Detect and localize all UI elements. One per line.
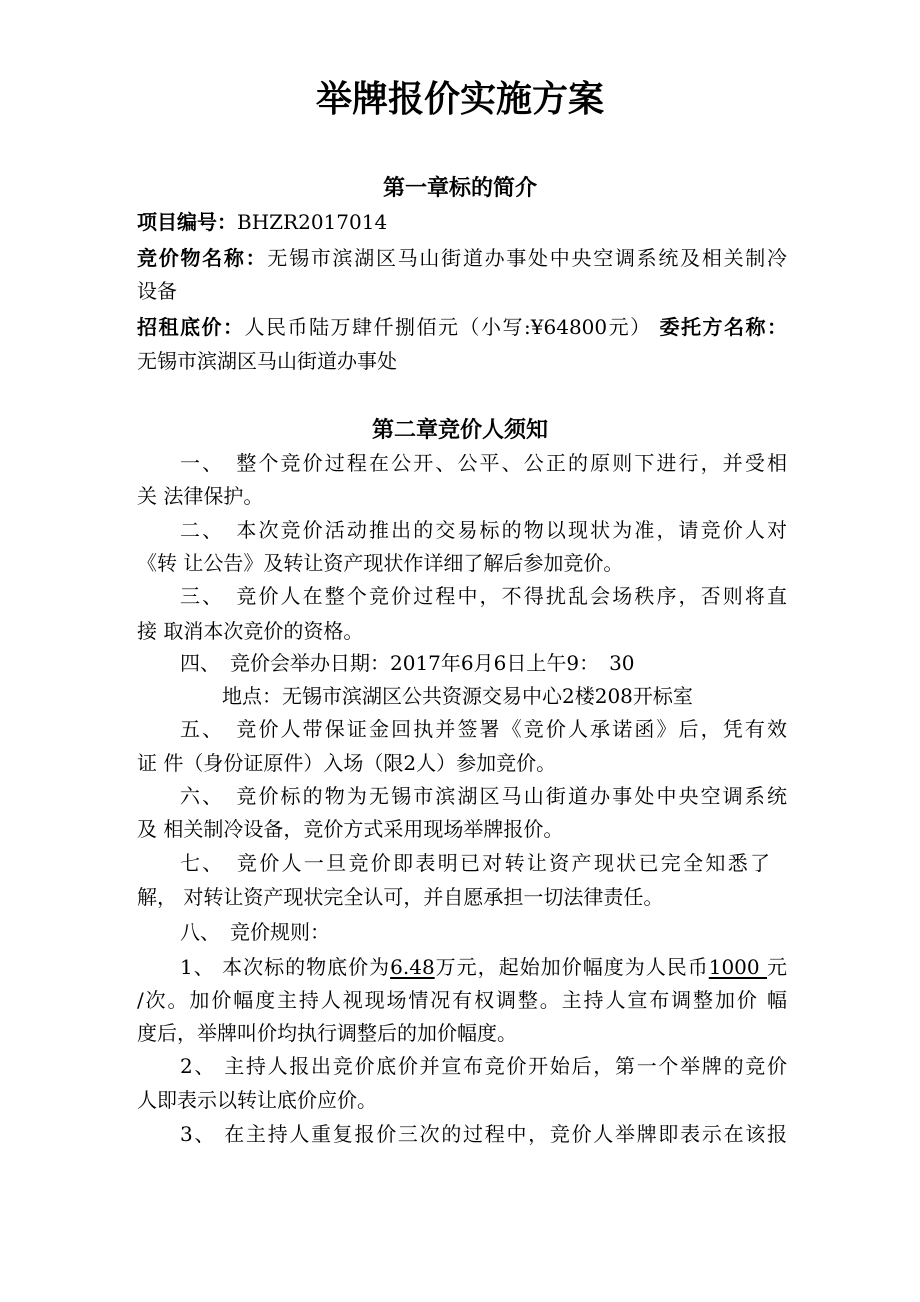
rule-1-line: /次。加价幅度主持人视现场情况有权调整。主持人宣布调整加价 幅 [137,988,787,1012]
item-name [137,245,787,271]
notice-line: 三、 竞价人在整个竞价过程中，不得扰乱会场秩序，否则将直 [180,584,787,608]
increment: 1000 [708,955,767,979]
project-number-label: 项目编号： [137,210,237,234]
reserve-price [137,314,787,340]
price-value: 人民币陆万肆仟捌佰元（小写:¥64800元） [244,315,652,339]
notice-line: 接 取消本次竞价的资格。 [137,619,364,643]
client-value: 无锡市滨湖区马山街道办事处 [137,349,397,373]
notice-line: 及 相关制冷设备，竞价方式采用现场举牌报价。 [137,817,564,841]
price-label: 招租底价： [137,315,245,339]
chapter1-heading: 第一章标的简介 [382,176,537,201]
rule-2-line: 人即表示以转让底价应价。 [137,1088,377,1112]
notice-line: 四、 竞价会举办日期：2017年6月6日上午9： 30 [180,651,635,675]
rule-text: 万元，起始加价幅度为人民币 [434,955,709,979]
base-price: 6.48 [390,955,435,979]
client-label: 委托方名称： [659,315,788,339]
notice-line: 《转 让公告》及转让资产现状作详细了解后参加竞价。 [137,551,624,575]
chapter2-heading: 第二章竞价人须知 [371,418,548,443]
notice-line: 六、 竞价标的物为无锡市滨湖区马山街道办事处中央空调系统 [180,784,787,808]
rule-text: 元 [767,955,787,979]
document-title: 举牌报价实施方案 [315,79,604,120]
notice-line: 八、 竞价规则： [180,920,330,944]
item-name-label: 竞价物名称： [137,246,268,270]
item-name-value: 无锡市滨湖区马山街道办事处中央空调系统及相关制冷 [267,246,788,270]
notice-line: 证 件（身份证原件）入场（限2人）参加竞价。 [137,751,557,775]
notice-line: 七、 竞价人一旦竞价即表明已对转让资产现状已完全知悉了 [180,851,770,875]
rule-1 [180,954,787,980]
rule-text: 1、 本次标的物底价为 [180,955,391,979]
notice-line: 五、 竞价人带保证金回执并签署《竞价人承诺函》后，凭有效 [180,717,787,741]
item-name-cont: 设备 [137,279,177,303]
project-number-value: BHZR2017014 [237,210,388,234]
rule-1-line: 度后，举牌叫价均执行调整后的加价幅度。 [137,1021,517,1045]
notice-line: 一、 整个竞价过程在公开、公平、公正的原则下进行，并受相 [180,451,787,475]
project-number [137,209,387,235]
notice-line: 关 法律保护。 [137,484,264,508]
rule-3: 3、 在主持人重复报价三次的过程中，竞价人举牌即表示在该报 [180,1122,787,1146]
rule-2: 2、 主持人报出竞价底价并宣布竞价开始后，第一个举牌的竞价 [180,1054,787,1078]
notice-line: 二、 本次竞价活动推出的交易标的物以现状为准，请竞价人对 [180,518,787,542]
notice-line: 解， 对转让资产现状完全认可，并自愿承担一切法律责任。 [137,885,664,909]
notice-line: 地点：无锡市滨湖区公共资源交易中心2楼208开标室 [222,684,693,708]
